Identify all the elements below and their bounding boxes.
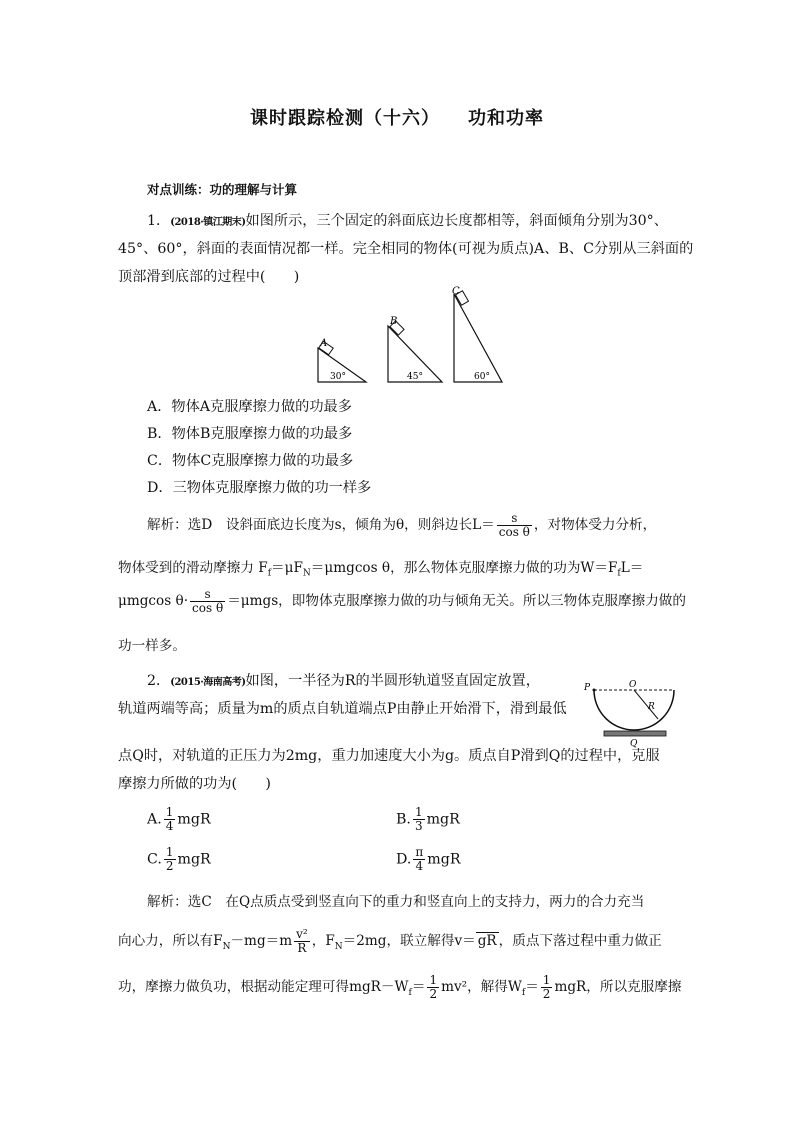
q1-option-c: C．物体C克服摩擦力做的功最多 — [147, 453, 354, 469]
q2-analysis-frac-v2r — [294, 928, 310, 955]
q2-analysis-text3d: ＝ — [525, 979, 539, 996]
frac-den: 2 — [165, 859, 174, 874]
semicircle-track — [594, 690, 674, 730]
opt-frac — [164, 806, 176, 833]
q1-line1 — [147, 210, 707, 230]
opt-tail: mgR — [427, 851, 461, 868]
q2-analysis-text3a: 功，摩擦力做负功，根据动能定理可得mgR－W — [118, 979, 409, 996]
label-b: B — [390, 316, 398, 327]
label-a: A — [320, 338, 328, 349]
opt-letter: A. — [147, 811, 162, 828]
q2-analysis-text2d: ＝2mg，联立解得v＝ — [342, 933, 476, 950]
sub-n: N — [334, 941, 343, 952]
title-main: 课时跟踪检测（十六） — [250, 108, 440, 129]
q2-analysis-frac-half1 — [427, 974, 439, 1001]
opt-frac — [164, 846, 176, 873]
frac-den: R — [297, 941, 307, 956]
frac-den: cos θ — [192, 601, 224, 616]
q2-line4: 摩擦力所做的功为( ) — [118, 776, 271, 792]
q2-line1 — [147, 670, 567, 690]
q1-analysis-text2b: ＝μF — [271, 560, 303, 576]
label-q: Q — [630, 739, 638, 748]
frac-num: s — [497, 512, 532, 526]
q1-figure-inclines — [300, 286, 510, 386]
q1-option-a: A．物体A克服摩擦力做的功最多 — [147, 399, 352, 415]
q1-number: 1． — [147, 213, 171, 229]
sqrt-gr: gR — [477, 933, 497, 950]
q2-analysis-text2c: ，F — [311, 933, 335, 950]
q1-line2: 45°、60°，斜面的表面情况都一样。完全相同的物体(可视为质点)A、B、C分别从三斜面的 — [118, 241, 694, 257]
page-title — [0, 104, 794, 130]
q1-analysis-line3 — [118, 587, 686, 616]
q2-analysis-line3 — [118, 973, 682, 1002]
q2-analysis-line2 — [118, 928, 678, 955]
q1-analysis-text3b: ＝μmgs，即物体克服摩擦力做的功与倾角无关。所以三物体克服摩擦力做的 — [227, 593, 686, 610]
section-heading: 对点训练：功的理解与计算 — [147, 182, 298, 197]
q2-source: (2015·海南高考) — [170, 677, 246, 688]
q2-option-b — [396, 806, 460, 833]
frac-den: cos θ — [498, 525, 530, 540]
q1-analysis-text2a: 物体受到的滑动摩擦力 F — [118, 560, 268, 576]
q1-analysis-line4: 功一样多。 — [118, 638, 186, 654]
label-r: R — [648, 702, 655, 712]
angle-b: 45° — [407, 372, 423, 382]
opt-letter: C. — [147, 851, 162, 868]
q2-option-c — [147, 846, 211, 873]
frac-num: 1 — [165, 805, 174, 819]
frac-num: 1 — [414, 805, 423, 819]
opt-tail: mgR — [177, 811, 211, 828]
q2-analysis-text2b: －mg＝m — [230, 933, 293, 950]
q1-analysis-frac2 — [190, 588, 225, 615]
q1-text1: 如图所示，三个固定的斜面底边长度都相等，斜面倾角分别为30°、 — [245, 213, 668, 229]
q2-analysis-text2e: ，质点下落过程中重力做正 — [498, 933, 662, 950]
frac-den: 4 — [165, 819, 174, 834]
label-o: O — [629, 680, 637, 690]
opt-tail: mgR — [426, 811, 460, 828]
q1-analysis-frac1 — [497, 512, 532, 539]
q2-analysis-text2a: 向心力，所以有F — [118, 933, 223, 950]
q1-option-d: D．三物体克服摩擦力做的功一样多 — [147, 480, 372, 496]
base-plate — [604, 731, 666, 736]
frac-num: 1 — [165, 845, 174, 859]
q1-analysis-text2d: L＝ — [620, 560, 644, 576]
point-p — [593, 689, 596, 692]
frac-num: 1 — [429, 973, 438, 987]
q1-analysis-text3a: μmgcos θ· — [118, 593, 189, 610]
sub-f: f — [408, 987, 412, 998]
frac-num: 1 — [542, 973, 551, 987]
incline-c — [454, 294, 502, 382]
q2-line3: 点Q时，对轨道的正压力为2mg，重力加速度大小为g。质点自P滑到Q的过程中，克服 — [118, 748, 660, 764]
angle-c: 60° — [474, 372, 490, 382]
frac-den: 2 — [542, 987, 551, 1002]
opt-letter: D. — [396, 851, 412, 868]
sub-n: N — [302, 568, 311, 579]
q1-analysis-line1 — [147, 512, 707, 539]
q2-analysis-line1: 解析：选C 在Q点质点受到竖直向下的重力和竖直向上的支持力，两力的合力充当 — [147, 894, 645, 910]
title-sub: 功和功率 — [468, 108, 544, 129]
label-p: P — [584, 683, 591, 693]
label-c: C — [452, 286, 460, 297]
sub-f: f — [521, 987, 526, 998]
frac-num: v² — [296, 927, 308, 941]
q1-analysis-text1: 解析：选D 设斜面底边长度为s，倾角为θ，则斜边长L＝ — [147, 517, 495, 534]
q1-analysis-text2c: ＝μmgcos θ，那么物体克服摩擦力做的功为W＝F — [310, 560, 618, 576]
q2-number: 2． — [147, 673, 171, 689]
frac-den: 3 — [414, 819, 423, 834]
q2-analysis-text3e: mgR，所以克服摩擦 — [554, 979, 682, 996]
q2-analysis-frac-half2 — [541, 974, 553, 1001]
opt-letter: B. — [396, 811, 411, 828]
q1-analysis-line2 — [118, 556, 678, 579]
q2-analysis-text3c: mv²，解得W — [441, 979, 522, 996]
angle-a: 30° — [330, 372, 346, 382]
q2-option-a — [147, 806, 211, 833]
sub-f: f — [267, 568, 272, 579]
sub-n: N — [222, 941, 231, 952]
q2-analysis-text3b: ＝ — [411, 979, 426, 996]
frac-den: 4 — [415, 859, 424, 874]
q2-text1: 如图，一半径为R的半圆形轨道竖直固定放置， — [245, 673, 540, 689]
q2-option-d — [396, 846, 461, 873]
q1-line3: 顶部滑到底部的过程中( ) — [118, 269, 300, 285]
opt-tail: mgR — [177, 851, 211, 868]
q1-analysis-tail1: ，对物体受力分析， — [533, 517, 657, 534]
frac-num: π — [415, 845, 424, 859]
q2-line2: 轨道两端等高；质量为m的质点自轨道端点P由静止开始滑下，滑到最低 — [118, 701, 567, 717]
sub-f: f — [617, 568, 621, 579]
frac-den: 2 — [429, 987, 438, 1002]
opt-frac — [413, 846, 425, 873]
frac-num: s — [190, 588, 225, 602]
q1-source: (2018·镇江期末) — [170, 217, 246, 228]
q2-figure-semicircle — [582, 678, 682, 748]
q1-option-b: B．物体B克服摩擦力做的功最多 — [147, 426, 353, 442]
opt-frac — [413, 806, 425, 833]
